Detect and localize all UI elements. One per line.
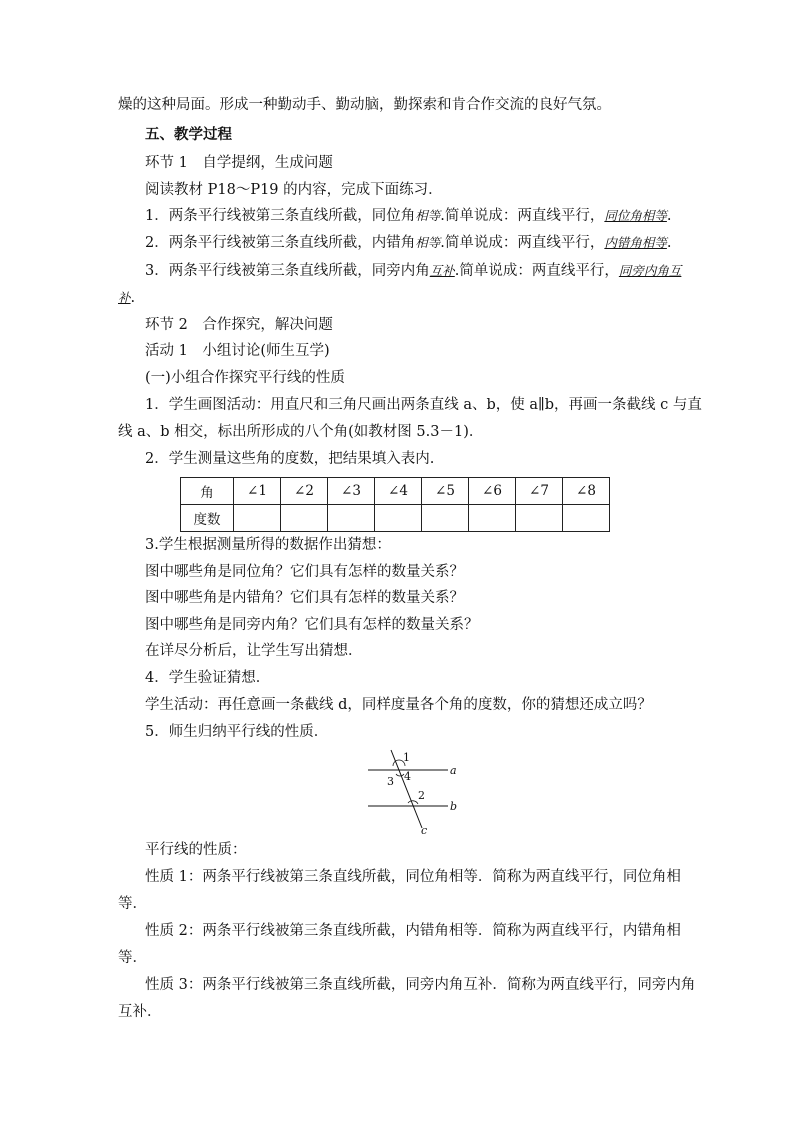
- text-segment: .简单说成：两直线平行，: [454, 263, 619, 279]
- table-cell: ∠2: [281, 478, 328, 505]
- text-line: 互补．: [118, 1004, 162, 1020]
- text-line: 性质 3：两条平行线被第三条直线所截，同旁内角互补．简称为两直线平行，同旁内角: [145, 977, 696, 993]
- table-cell: ∠8: [563, 478, 610, 505]
- text-line: 阅读教材 P18～P19 的内容，完成下面练习．: [145, 182, 443, 198]
- handwritten-answer: 同旁内角互: [618, 263, 682, 278]
- table-cell: [375, 505, 422, 532]
- table-cell: ∠5: [422, 478, 469, 505]
- table-row: [181, 505, 610, 532]
- label-angle-4: 4: [404, 770, 411, 783]
- table-cell: 度数: [181, 505, 234, 532]
- section-heading: 五、教学过程: [145, 126, 232, 143]
- label-angle-1: 1: [403, 751, 410, 764]
- text-line: 4．学生验证猜想．: [145, 670, 271, 686]
- handwritten-answer: 内错角相等: [604, 235, 667, 250]
- text-line: 环节 1 自学提纲，生成问题: [145, 155, 333, 171]
- text-segment: 3．两条平行线被第三条直线所截，同旁内角: [145, 263, 430, 279]
- handwritten-answer: 补: [118, 290, 131, 305]
- table-cell: [516, 505, 563, 532]
- table-cell: ∠7: [516, 478, 563, 505]
- text-line: 图中哪些角是同位角？它们具有怎样的数量关系？: [145, 564, 464, 580]
- text-segment: .简单说成：两直线平行，: [440, 208, 605, 224]
- text-line: 1．学生画图活动：用直尺和三角尺画出两条直线 a、b，使 a∥b，再画一条截线 c 与直: [145, 397, 702, 413]
- text-line: 5．师生归纳平行线的性质．: [145, 724, 329, 740]
- table-cell: [281, 505, 328, 532]
- label-b: b: [450, 800, 458, 813]
- text-segment: 1．两条平行线被第三条直线所截，同位角: [145, 208, 416, 224]
- exercise-line-3: [145, 261, 681, 281]
- table-cell: [328, 505, 375, 532]
- text-segment: .简单说成：两直线平行，: [440, 235, 605, 251]
- table-cell: ∠4: [375, 478, 422, 505]
- text-line: 学生活动：再任意画一条截线 d，同样度量各个角的度数，你的猜想还成立吗？: [145, 697, 652, 713]
- text-line: 燥的这种局面。形成一种勤动手、勤动脑，勤探索和肯合作交流的良好气氛。: [118, 97, 611, 113]
- handwritten-answer: 互补: [429, 263, 455, 278]
- text-line: (一)小组合作探究平行线的性质: [145, 370, 345, 386]
- text-segment: .: [666, 235, 672, 251]
- text-line: 图中哪些角是同旁内角？它们具有怎样的数量关系？: [145, 617, 479, 633]
- table-cell: ∠6: [469, 478, 516, 505]
- text-line: 平行线的性质：: [145, 842, 247, 858]
- text-segment: .: [130, 290, 136, 306]
- text-line: 线 a、b 相交，标出所形成的八个角(如教材图 5.3－1)．: [118, 424, 484, 440]
- table-cell: [469, 505, 516, 532]
- label-a: a: [450, 764, 457, 777]
- text-line: 环节 2 合作探究，解决问题: [145, 317, 333, 333]
- text-line: 性质 1：两条平行线被第三条直线所截，同位角相等．简称为两直线平行，同位角相: [145, 869, 681, 885]
- table-cell: 角: [181, 478, 234, 505]
- text-line: 2．学生测量这些角的度数，把结果填入表内.: [145, 451, 435, 467]
- exercise-line-1: [145, 206, 671, 226]
- table-row: [181, 478, 610, 505]
- text-line: 性质 2：两条平行线被第三条直线所截，内错角相等．简称为两直线平行，内错角相: [145, 923, 681, 939]
- table-cell: [563, 505, 610, 532]
- exercise-line-2: [145, 233, 671, 253]
- text-segment: 2．两条平行线被第三条直线所截，内错角: [145, 235, 416, 251]
- text-line: 图中哪些角是内错角？它们具有怎样的数量关系？: [145, 590, 464, 606]
- table-cell: ∠3: [328, 478, 375, 505]
- handwritten-answer: 相等: [415, 208, 441, 223]
- label-angle-2: 2: [418, 789, 425, 802]
- table-cell: [234, 505, 281, 532]
- exercise-line-3-cont: [118, 288, 135, 308]
- label-angle-3: 3: [387, 775, 394, 788]
- table-cell: [422, 505, 469, 532]
- text-line: 等．: [118, 950, 147, 966]
- text-line: 在详尽分析后，让学生写出猜想．: [145, 643, 363, 659]
- text-line: 3.学生根据测量所得的数据作出猜想：: [145, 537, 391, 553]
- text-line: 等．: [118, 896, 147, 912]
- angle-arc: [408, 801, 418, 804]
- table-cell: ∠1: [234, 478, 281, 505]
- angle-arc: [396, 774, 404, 776]
- handwritten-answer: 同位角相等: [604, 208, 667, 223]
- label-c: c: [421, 824, 428, 836]
- text-line: 活动 1 小组讨论(师生互学): [145, 343, 330, 359]
- angle-table: [180, 477, 610, 532]
- handwritten-answer: 相等: [415, 235, 441, 250]
- text-segment: .: [666, 208, 672, 224]
- parallel-lines-figure: [360, 748, 470, 836]
